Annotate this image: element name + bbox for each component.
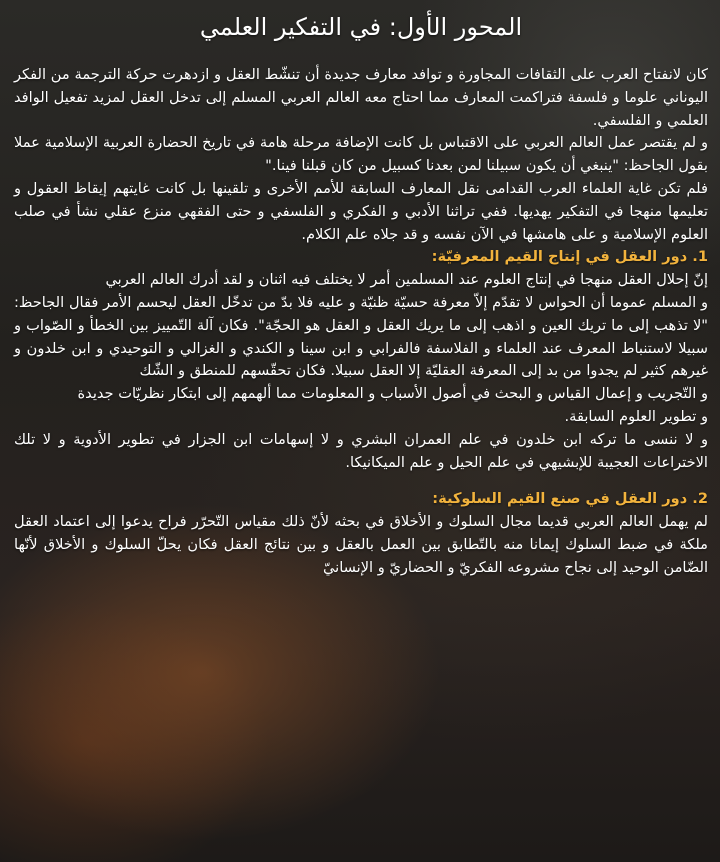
- section-1-paragraph-3: و التّجريب و إعمال القياس و البحث في أصول الأسباب و المعلومات مما ألهمهم إلى ابتكار نظريّات جديدة: [77, 385, 708, 403]
- section-1-paragraph-2: و المسلم عموما أن الحواس لا تقدّم إلاّ معرفة حسيّة ظنيّة و عليه فلا بدّ من تدخّل العقل ليحسم الأمر فقال الجاحظ: "لا تذهب إلى ما تريك العين و اذهب إلى ما يريك العقل و العقل هو الحجّة". فكان آلة التّمييز بين الخطأ و الصّواب و سبيلا لاستنباط المعرف عند العلماء و الفلاسفة فالفرابي و ابن سينا و الكندي و الغزالي و التوحيدي و ابن خلدون و غيرهم كثير لم يجدوا من بد إلى المعرفة العقليّة إلا العقل سبيلا. فكان تحقّسهم للمنطق و الشّك: [14, 293, 708, 380]
- section-2-paragraph-1: لم يهمل العالم العربي قديما مجال السلوك و الأخلاق في بحثه لأنّ ذلك مقياس التّحرّر فراح يدعوا إلى اعتماد العقل ملكة في ضبط السلوك إيمانا منه بالتّطابق بين العمل بالعقل و بين نتائج العقل فكان يحلّ السلوك و الأخلاق لأنّها الضّامن الوحيد إلى نجاح مشروعه الفكريّ و الحضاريّ و الإنسانيّ: [14, 513, 708, 576]
- page-title: المحور الأول: في التفكير العلمي: [199, 13, 523, 41]
- section-1-paragraph-1: إنّ إحلال العقل منهجا في إنتاج العلوم عند المسلمين أمر لا يختلف فيه اثنان و لقد أدرك العالم العربي: [105, 271, 708, 289]
- intro-paragraph-2: و لم يقتصر عمل العالم العربي على الاقتباس بل كانت الإضافة مرحلة هامة في تاريخ الحضارة العربية الإسلامية عملا بقول الجاحظ: "ينبغي أن يكون سبيلنا لمن بعدنا كسبيل من كان قبلنا فينا.": [14, 134, 708, 175]
- intro-paragraph-3: فلم تكن غاية العلماء العرب القدامى نقل المعارف السابقة للأمم الأخرى و تلقينها بل كانت غايتهم إيقاظ العقول و تعليمها منهجا في التفكير يهديها. ففي تراثنا الأدبي و الفكري و الفلسفي و حتى الفقهي منزع عقلي نشأ في صلب العلوم الإسلامية و على هامشها في الآن نفسه و قد جلاه علم الكلام.: [14, 179, 708, 243]
- section-spacer: [14, 474, 708, 488]
- section-1-paragraph-4: و تطوير العلوم السابقة.: [564, 407, 708, 425]
- section-1-paragraph-5: و لا ننسى ما تركه ابن خلدون في علم العمران البشري و لا إسهامات ابن الجزار في تطوير الأدوية و لا تلك الاختراعات العجيبة للإبشيهي في علم الحيل و علم الميكانيكا.: [14, 430, 708, 471]
- intro-paragraph-1: كان لانفتاح العرب على الثقافات المجاورة و توافد معارف جديدة أن تنشّط العقل و ازدهرت حركة الترجمة من الفكر اليوناني علوما و فلسفة فتراكمت المعارف مما احتاج معه العالم العربي المسلم إلى تدخل العقل لمزيد تفعيل الوافد العلمي و الفلسفي.: [14, 66, 708, 129]
- section-2-heading: 2. دور العقل في صنع القيم السلوكية:: [432, 490, 708, 508]
- document-body: [14, 64, 708, 580]
- section-1-heading: 1. دور العقل في إنتاج القيم المعرفيّة:: [431, 248, 708, 266]
